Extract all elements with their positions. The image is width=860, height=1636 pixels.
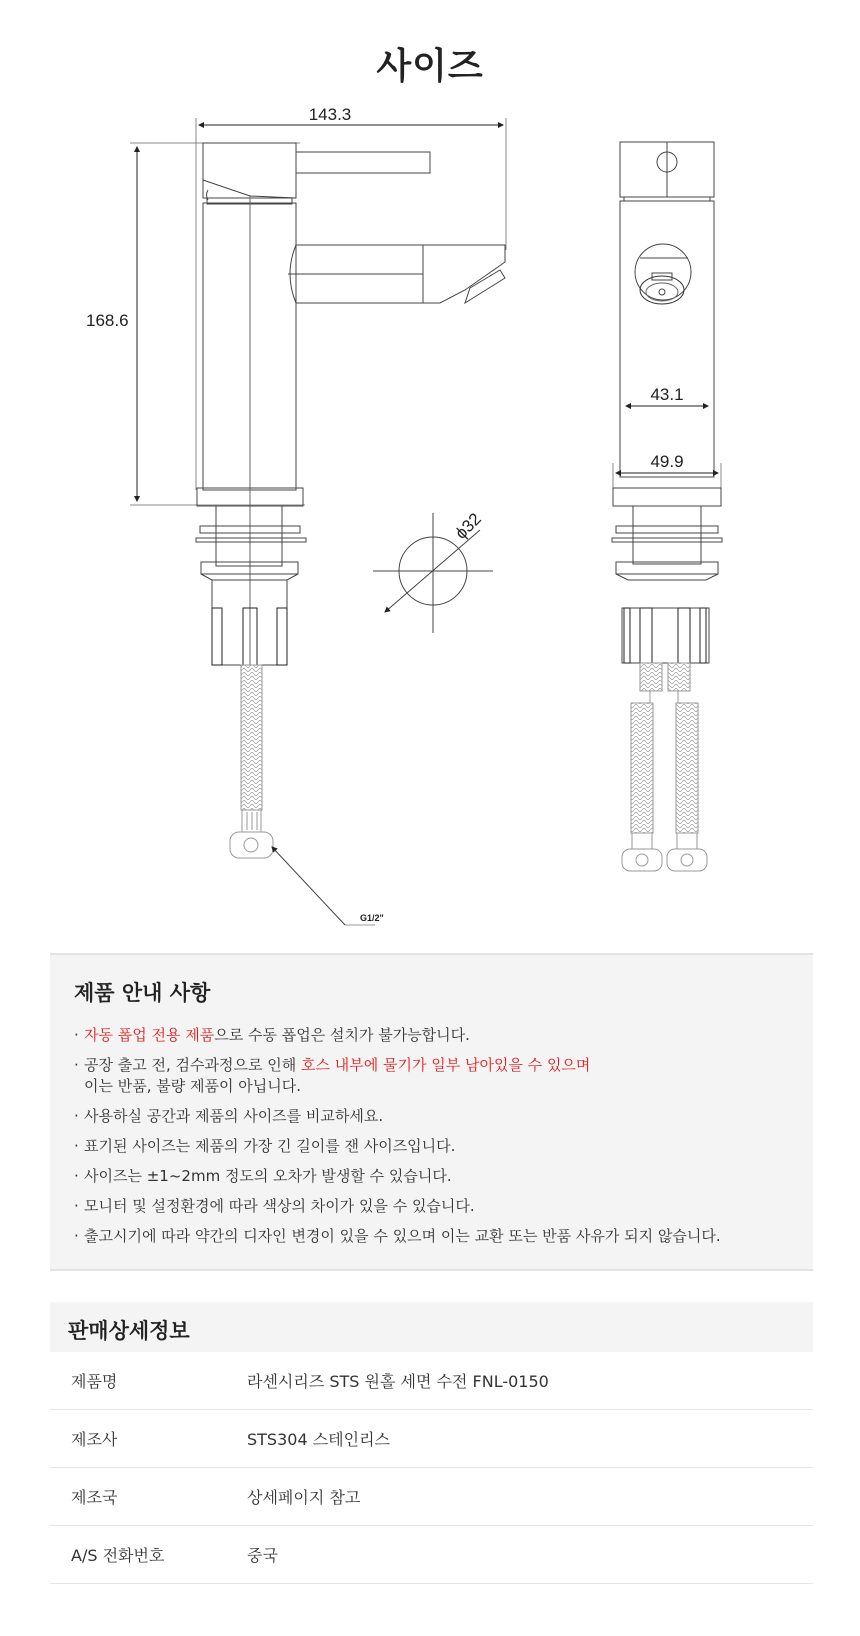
notice-highlight: 자동 폽업 전용 제품 bbox=[84, 1026, 215, 1044]
notice-text: 사이즈는 ±1~2mm 정도의 오차가 발생할 수 있습니다. bbox=[84, 1167, 452, 1185]
spec-value: 중국 bbox=[247, 1546, 278, 1565]
notice-item bbox=[74, 1055, 813, 1097]
spec-row-manufacturer bbox=[50, 1410, 813, 1468]
spec-table bbox=[50, 1352, 813, 1584]
notice-text: 사용하실 공간과 제품의 사이즈를 비교하세요. bbox=[84, 1107, 384, 1125]
spec-label: 제조국 bbox=[71, 1488, 118, 1507]
bullet: · bbox=[74, 1137, 79, 1155]
spec-row-product-name bbox=[50, 1352, 813, 1410]
product-notice-box bbox=[50, 953, 813, 1271]
spec-section-title: 판매상세정보 bbox=[50, 1302, 813, 1352]
bullet: · bbox=[74, 1107, 79, 1125]
notice-item bbox=[74, 1106, 813, 1127]
notice-item bbox=[74, 1196, 813, 1217]
bullet: · bbox=[74, 1197, 79, 1215]
page-title: 사이즈 bbox=[376, 46, 484, 87]
notice-item bbox=[74, 1136, 813, 1157]
spec-row-country bbox=[50, 1468, 813, 1526]
spec-row-as-phone bbox=[50, 1526, 813, 1584]
front-view bbox=[612, 142, 722, 871]
notice-title: 제품 안내 사항 bbox=[74, 981, 211, 1005]
spec-value: STS304 스테인리스 bbox=[247, 1430, 390, 1449]
dim-width-overall: 143.3 bbox=[308, 105, 352, 124]
notice-item bbox=[74, 1226, 813, 1247]
notice-text: 출고시기에 따라 약간의 디자인 변경이 있을 수 있으며 이는 교환 또는 반품 사유가 되지 않습니다. bbox=[84, 1227, 721, 1245]
notice-item bbox=[74, 1025, 813, 1046]
spec-label: 제품명 bbox=[71, 1372, 118, 1391]
bullet: · bbox=[74, 1026, 79, 1044]
spec-label: A/S 전화번호 bbox=[71, 1546, 165, 1565]
dim-base-width: 49.9 bbox=[650, 452, 684, 471]
notice-item bbox=[74, 1166, 813, 1187]
notice-highlight: 호스 내부에 물기가 일부 남아있을 수 있으며 bbox=[300, 1056, 591, 1074]
dim-height-overall: 168.6 bbox=[86, 311, 129, 330]
notice-text: 표기된 사이즈는 제품의 가장 긴 길이를 잰 사이즈입니다. bbox=[84, 1137, 456, 1155]
notice-continuation: 이는 반품, 불량 제품이 아닙니다. bbox=[84, 1077, 301, 1095]
bullet: · bbox=[74, 1056, 79, 1074]
notice-list bbox=[74, 1025, 813, 1247]
notice-text: 모니터 및 설정환경에 따라 색상의 차이가 있을 수 있습니다. bbox=[84, 1197, 475, 1215]
spec-value: 라센시리즈 STS 원홀 세면 수전 FNL-0150 bbox=[247, 1372, 549, 1391]
spec-label: 제조사 bbox=[71, 1430, 118, 1449]
notice-text: 으로 수동 폽업은 설치가 불가능합니다. bbox=[214, 1026, 470, 1044]
bullet: · bbox=[74, 1227, 79, 1245]
dim-hose-thread: G1/2" bbox=[360, 913, 384, 923]
side-view bbox=[130, 118, 506, 925]
notice-text: 공장 출고 전, 검수과정으로 인해 bbox=[84, 1056, 301, 1074]
dim-body-width: 43.1 bbox=[650, 385, 684, 404]
bullet: · bbox=[74, 1167, 79, 1185]
spec-value: 상세페이지 참고 bbox=[247, 1488, 361, 1507]
dim-hole-diameter: ϕ32 bbox=[451, 509, 485, 543]
